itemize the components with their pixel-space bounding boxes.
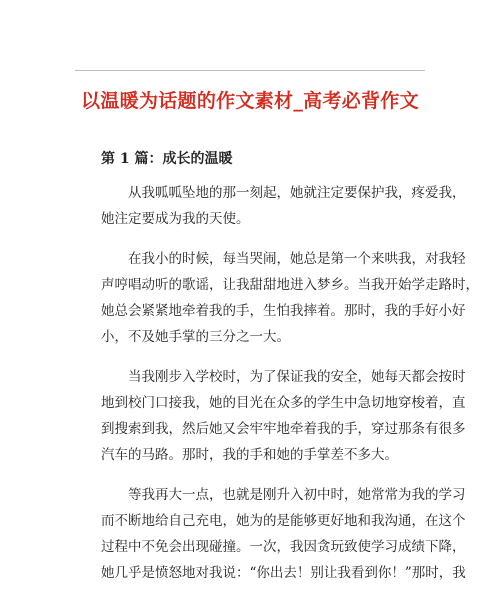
text-line: 过程中不免会出现碰撞。一次，我因贪玩致使学习成绩下降， [101, 539, 466, 555]
paragraph-3 [101, 364, 466, 468]
text-line: 汽车的马路。那时，我的手和她的手掌差不多大。 [101, 447, 398, 463]
text-line: 等我再大一点，也就是刚升入初中时，她常常为我的学习 [128, 487, 466, 503]
text-line: 而不断地给自己充电，她为的是能够更好地和我沟通，在这个 [101, 513, 466, 529]
text-line: 从我呱呱坠地的那一刻起，她就注定要保护我，疼爱我， [128, 185, 466, 201]
paragraph-1 [101, 180, 466, 232]
text-line: 她总会紧紧地牵着我的手，生怕我摔着。那时，我的手好小好 [101, 303, 466, 319]
document-title: 以温暖为话题的作文素材_高考必背作文 [81, 90, 419, 112]
paragraph-2 [101, 246, 479, 350]
paragraph-4 [101, 482, 466, 586]
header-rule [75, 70, 425, 71]
text-line: 在我小的时候，每当哭闹，她总是第一个来哄我，对我轻 [128, 251, 466, 267]
text-line: 声哼唱动听的歌谣，让我甜甜地进入梦乡。当我开始学走路时， [101, 277, 479, 293]
text-line: 当我刚步入学校时，为了保证我的安全，她每天都会按时 [128, 369, 466, 385]
section-heading: 第 1 篇：成长的温暖 [101, 151, 233, 167]
text-line: 她几乎是愤怒地对我说：“你出去！别让我看到你！”那时，我 [101, 565, 466, 581]
text-line: 小，不及她手掌的三分之一大。 [101, 329, 290, 345]
article-body [101, 180, 479, 600]
text-line: 她注定要成为我的天使。 [101, 211, 250, 227]
text-line: 到搜索到我，然后她又会牢牢地牵着我的手，穿过那条有很多 [101, 421, 466, 437]
text-line: 地到校门口接我，她的目光在众多的学生中急切地穿梭着，直 [101, 395, 466, 411]
